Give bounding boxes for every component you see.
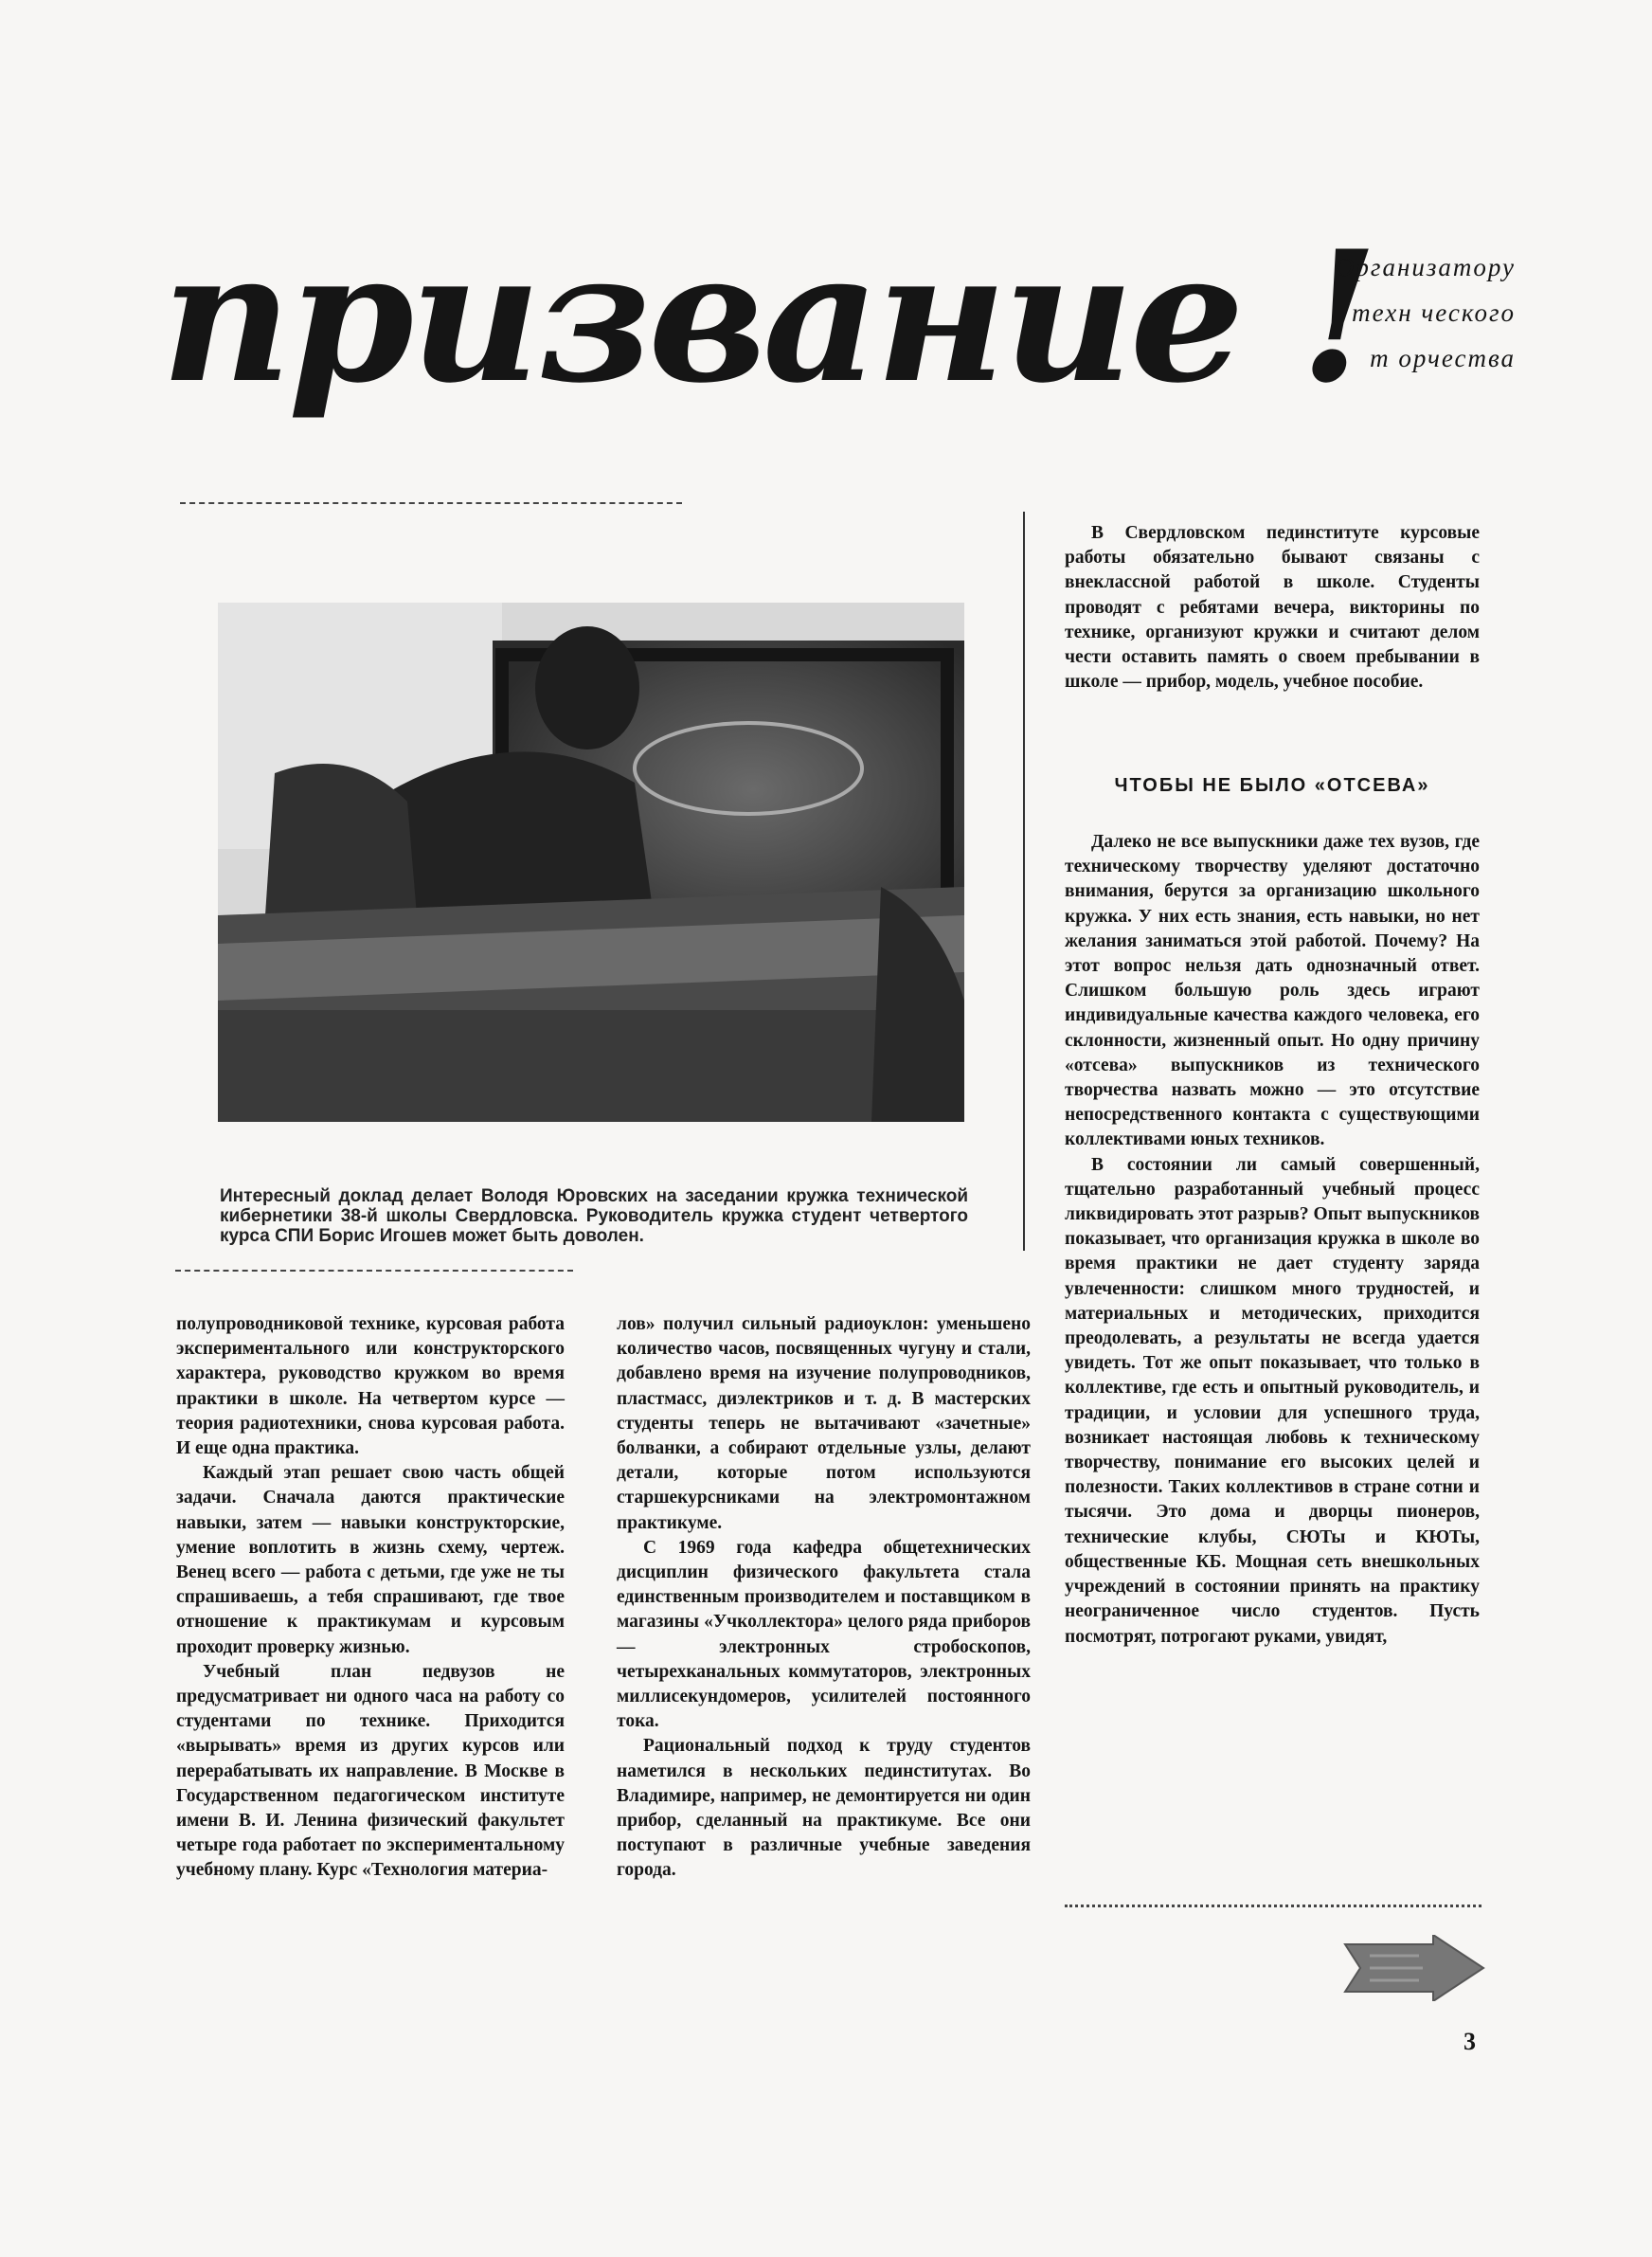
paragraph: В Свердловском пединституте курсовые работы обязательно бывают связаны с внеклассной работой в школе. Студенты проводят с ребятами вечера, викторины по технике, организуют кружки и считают делом чести оставить память о своем пребывании в школе — прибор, модель, учебное пособие.	[1065, 523, 1480, 693]
column-3-intro	[1065, 521, 1480, 695]
photo	[218, 603, 964, 1122]
divider-bottom	[175, 1270, 573, 1272]
subtitle-line: т орчества	[1370, 344, 1516, 372]
subtitle-line: техн ческого	[1352, 298, 1516, 327]
paragraph: полупроводниковой технике, курсовая работа экспериментального или конструкторского характера, руководство кружком во время практики в школе. На четвертом курсе — теория радиотехники, снова курсовая работа. И еще одна практика.	[176, 1314, 565, 1459]
paragraph: Далеко не все выпускники даже тех вузов, где техническому творчеству уделяют достаточно внимания, берутся за организацию школьного кружка. У них есть знания, есть навыки, но нет желания заниматься этой работой. Почему? На этот вопрос нельзя дать однозначный ответ. Слишком большую роль здесь играют индивидуальные качества каждого человека, его склонности, жизненный опыт. Но одну причину «отсева» выпускников из технического творчества назвать можно — это отсутствие непосредственного контакта с существующими коллективами юных техников.	[1065, 832, 1480, 1150]
divider-top	[180, 502, 682, 504]
paragraph: Рациональный подход к труду студентов наметился в нескольких пединститутах. Во Владимире, например, не демонтируется ни один прибор, сделанный на практикуме. Все они поступают в различные учебные заведения города.	[617, 1736, 1031, 1881]
paragraph: лов» получил сильный радиоуклон: уменьшено количество часов, посвященных чугуну и стали, добавлено время на изучение полупроводников, пластмасс, диэлектриков и т. д. В мастерских студенты теперь не вытачивают «зачетные» болванки, а собирают отдельные узлы, делают детали, которые потом используются старшекурсниками на электромонтажном практикуме.	[617, 1314, 1031, 1533]
page-number: 3	[1463, 2028, 1476, 2055]
section-heading: ЧТОБЫ НЕ БЫЛО «ОТСЕВА»	[1114, 775, 1430, 796]
divider-column3-end	[1065, 1905, 1481, 1907]
arrow-right-icon	[1343, 1935, 1485, 2001]
paragraph: Каждый этап решает свою часть общей задачи. Сначала даются практические навыки, затем — навыки конструкторские, умение воплотить в жизнь схему, чертеж. Венец всего — работа с детьми, где уже не ты спрашиваешь, а тебя спрашивают, где твое отношение к практикумам и курсовым проходит проверку жизнью.	[176, 1463, 565, 1657]
subtitle-line: Организатору	[1335, 253, 1516, 281]
paragraph: В состоянии ли самый совершенный, тщательно разработанный учебный процесс ликвидировать этот разрыв? Опыт выпускников показывает, что организация кружка в школе во время практики не дает студенту заряда увлеченности: слишком много трудностей, и материальных и методических, приходится преодолевать, а результаты не всегда удается увидеть. Тот же опыт показывает, что только в коллективе, где есть и опытный руководитель, и традиции, и условии для успешного труда, возникает настоящая любовь к техническому творчеству, понимание его высоких целей и полезности. Таких коллективов в стране сотни и тысячи. Это дома и дворцы пионеров, технические клубы, СЮТы и КЮТы, общественные КБ. Мощная сеть внешкольных учреждений в состоянии принять на практику неограниченное число студентов. Пусть посмотрят, потрогают руками, увидят,	[1065, 1154, 1480, 1647]
column-3	[1065, 830, 1480, 1650]
column-1	[176, 1312, 565, 1884]
subtitle	[1231, 244, 1516, 381]
paragraph: С 1969 года кафедра общетехнических дисциплин физического факультета стала единственным производителем и поставщиком в магазины «Учколлектора» целого ряда приборов — электронных стробоскопов, четырехканальных коммутаторов, электронных миллисекундомеров, усилителей постоянного тока.	[617, 1537, 1031, 1732]
divider-vertical	[1023, 512, 1025, 1251]
photo-image	[218, 603, 964, 1122]
column-2	[617, 1312, 1031, 1884]
headline: призвание !	[161, 211, 1375, 423]
paragraph: Учебный план педвузов не предусматривает ни одного часа на работу со студентами по технике. Приходится «вырывать» время из других курсов или перерабатывать их направление. В Москве в Государственном педагогическом институте имени В. И. Ленина физический факультет четыре года работает по экспериментальному учебному плану. Курс «Технология материа-	[176, 1661, 565, 1881]
photo-caption: Интересный доклад делает Володя Юровских на заседании кружка технической кибернетики 38-й школы Свердловска. Руководитель кружка студент четвертого курса СПИ Борис Игошев может быть доволен.	[220, 1186, 968, 1246]
